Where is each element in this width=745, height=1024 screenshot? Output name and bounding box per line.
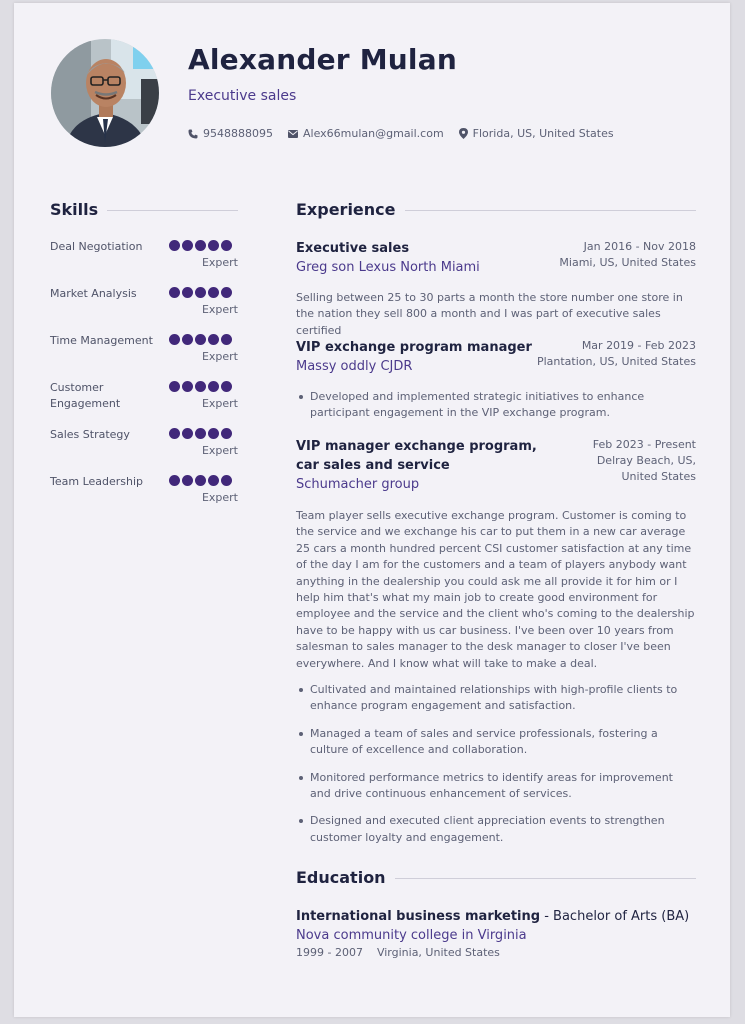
job-description: Team player sells executive exchange program. Customer is coming to the service and we exchange his car to put them in a new car average 25 cars a month hundred percent CSI customer satisfaction at any time of the day I am for the customers and a team of players anybody want anything in the dealership you could ask me all provide it for him or I help him that's what my main job to create good environment for employee and the service and the client who's coming to the dealership have to be happy with us car business. I've been over 10 years from salesman to sales manager to the desk manager to closer I've been everywhere. And I know what will take to make a deal. <box>296 509 695 670</box>
job-meta <box>586 437 696 485</box>
skill-level: Expert <box>201 256 238 269</box>
contact-row <box>188 127 629 140</box>
skill-level: Expert <box>201 303 238 316</box>
skill-name: Customer Engagement <box>50 381 121 410</box>
job-title: VIP exchange program manager <box>296 340 532 355</box>
candidate-title: Executive sales <box>188 88 297 104</box>
job-entry <box>296 437 696 494</box>
skill-rating <box>169 381 234 392</box>
education-school: Nova community college in Virginia <box>296 928 527 943</box>
education-degree-line <box>296 907 696 926</box>
experience-heading <box>296 200 696 219</box>
list-item: Monitored performance metrics to identify areas for improvement and drive continuous enhancement of services. <box>296 770 696 803</box>
candidate-name: Alexander Mulan <box>188 43 457 76</box>
education-location: Virginia, United States <box>376 946 500 959</box>
skills-heading-label: Skills <box>50 200 99 219</box>
job-meta <box>559 239 696 271</box>
job-company: Massy oddly CJDR <box>296 359 413 374</box>
job-meta <box>537 338 696 370</box>
job-entry <box>296 338 696 376</box>
job-location: Miami, US, United States <box>559 256 696 269</box>
education-separator: - <box>540 909 554 924</box>
list-item: Cultivated and maintained relationships with high-profile clients to enhance program engagement and satisfaction. <box>296 682 696 715</box>
job-company: Schumacher group <box>296 477 420 492</box>
job-title: Executive sales <box>296 241 410 256</box>
resume-page <box>14 3 730 1017</box>
education-meta <box>296 945 696 961</box>
skill-rating <box>169 287 234 298</box>
skill-name: Sales Strategy <box>50 428 130 441</box>
job-location: Delray Beach, US, United States <box>596 454 696 483</box>
education-divider <box>395 878 696 879</box>
education-entry <box>296 907 696 961</box>
list-item: Designed and executed client appreciation events to strengthen customer loyalty and engagement. <box>296 813 696 846</box>
skill-rating <box>169 428 234 439</box>
skill-level: Expert <box>201 350 238 363</box>
list-item: Managed a team of sales and service professionals, fostering a culture of excellence and collaboration. <box>296 726 696 759</box>
skills-heading <box>50 200 238 219</box>
skills-divider <box>107 210 238 211</box>
experience-heading-label: Experience <box>296 200 396 219</box>
education-field: International business marketing <box>296 909 541 924</box>
phone-number: 9548888095 <box>203 127 273 140</box>
location-pin-icon <box>459 128 468 139</box>
mail-icon <box>288 130 298 138</box>
job-entry <box>296 239 696 277</box>
education-heading <box>296 868 696 887</box>
location-text: Florida, US, United States <box>472 127 614 140</box>
job-description: Selling between 25 to 30 parts a month the store number one store in the nation they sell 800 a month and I was part of executive sales certified <box>296 291 683 337</box>
skill-rating <box>169 240 234 251</box>
contact-email[interactable] <box>288 127 444 140</box>
job-dates: Jan 2016 - Nov 2018 <box>583 240 696 253</box>
job-title: VIP manager exchange program, car sales and service <box>296 439 537 473</box>
skill-level: Expert <box>201 397 238 410</box>
skill-level: Expert <box>201 444 238 457</box>
skill-name: Time Management <box>50 334 153 347</box>
contact-phone[interactable] <box>188 127 273 140</box>
skill-rating <box>169 475 234 486</box>
skill-name: Market Analysis <box>50 287 137 300</box>
experience-divider <box>405 210 696 211</box>
skill-rating <box>169 334 234 345</box>
education-degree: Bachelor of Arts (BA) <box>553 909 690 924</box>
education-heading-label: Education <box>296 868 386 887</box>
job-company: Greg son Lexus North Miami <box>296 260 480 275</box>
skill-level: Expert <box>201 491 238 504</box>
email-address: Alex66mulan@gmail.com <box>303 127 444 140</box>
job-dates: Feb 2023 - Present <box>592 438 696 451</box>
job-bullets <box>296 389 696 433</box>
list-item: Developed and implemented strategic initiatives to enhance participant engagement in the VIP exchange program. <box>296 389 696 422</box>
skill-name: Team Leadership <box>50 475 144 488</box>
phone-icon <box>188 129 198 139</box>
education-years: 1999 - 2007 <box>296 946 363 959</box>
skill-name: Deal Negotiation <box>50 240 143 253</box>
job-bullets <box>296 682 696 857</box>
job-dates: Mar 2019 - Feb 2023 <box>581 339 696 352</box>
job-location: Plantation, US, United States <box>536 355 696 368</box>
contact-location <box>459 127 614 140</box>
profile-photo <box>51 39 159 147</box>
